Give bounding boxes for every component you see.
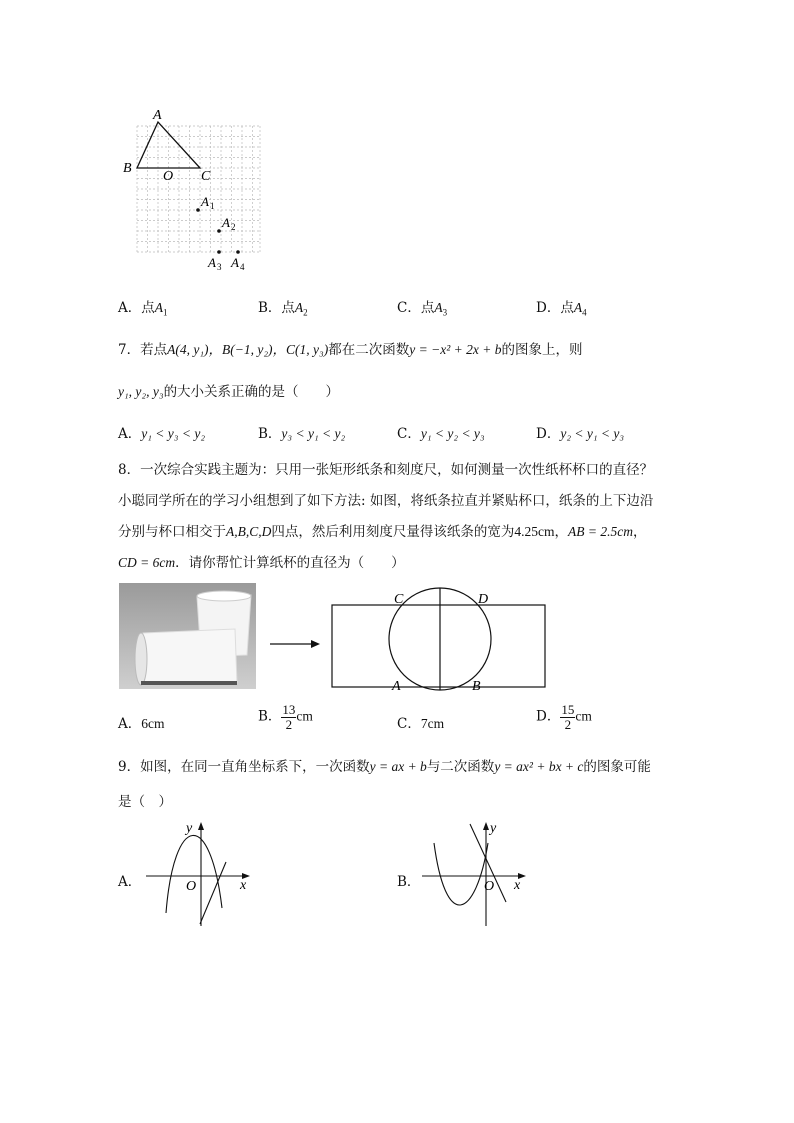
label-a2: A (222, 215, 230, 230)
label-a4: A (231, 255, 239, 270)
svg-text:x: x (514, 878, 521, 893)
label-a2-sub: 2 (231, 222, 236, 232)
svg-text:O: O (484, 879, 495, 894)
q6-option-d[interactable]: D．点$A_4$ (536, 300, 587, 318)
label-b: B (123, 161, 132, 176)
parabola (434, 843, 488, 905)
q8-stem-line4: CD = 6cm．请你帮忙计算纸杯的直径为（ ） (118, 555, 405, 571)
q6-option-c[interactable]: C．点$A_3$ (397, 300, 448, 318)
q9-stem-line2: 是（ ） (118, 794, 172, 810)
parabola (166, 835, 222, 913)
svg-text:O: O (186, 879, 197, 894)
q7-stem-line2: y₁, y₂, y₃的大小关系正确的是（ ） (118, 384, 340, 400)
q8-option-c[interactable]: C．7cm (397, 716, 445, 732)
label-d: D (478, 592, 489, 607)
point-a4 (236, 250, 240, 254)
q7-option-d[interactable]: D．y₂ < y₁ < y₃ (536, 426, 625, 442)
q7-points: A(4, y₁)，B(−1, y₂)，C(1, y₃) (167, 342, 329, 357)
q7-stem-line1: 7．若点A(4, y₁)，B(−1, y₂)，C(1, y₃)都在二次函数y = −x² + 2x + b的图象上，则 (118, 342, 583, 358)
q9-graph-b[interactable] (418, 818, 533, 930)
q9-option-a-label[interactable]: A． (118, 874, 142, 890)
label-a4-sub: 4 (240, 262, 245, 272)
q7-function: y = −x² + 2x + b (409, 342, 502, 357)
label-a3-sub: 3 (217, 262, 222, 272)
svg-text:x: x (240, 878, 247, 893)
point-a3 (217, 250, 221, 254)
q8-option-b[interactable]: B． $\frac{13}{2}$ cm (258, 702, 313, 732)
q9-stem-line1: 9．如图，在同一直角坐标系下，一次函数y = ax + b与二次函数y = ax² + bx + c的图象可能 (118, 759, 651, 775)
q9-option-b-label[interactable]: B． (397, 874, 421, 890)
q6-grid-figure (118, 104, 268, 274)
line (200, 862, 226, 924)
svg-text:y: y (186, 821, 193, 836)
grid-lines (137, 126, 260, 252)
label-a3: A (208, 255, 216, 270)
point-a2 (217, 229, 221, 233)
svg-text:y: y (490, 821, 497, 836)
label-a: A (392, 679, 401, 693)
paper-strip (332, 605, 545, 687)
q8-stem-line2: 小聪同学所在的学习小组想到了如下方法: 如图，将纸条拉直并紧贴杯口，纸条的上下边沿 (118, 493, 654, 509)
q6-option-b[interactable]: B．点$A_2$ (258, 300, 308, 318)
q8-strip-diagram (328, 587, 550, 693)
q8-stem-line1: 8．一次综合实践主题为：只用一张矩形纸条和刻度尺，如何测量一次性纸杯杯口的直径？ (118, 462, 654, 478)
q7-option-b[interactable]: B．y₃ < y₁ < y₂ (258, 426, 346, 442)
point-a1 (196, 208, 200, 212)
q8-option-d[interactable]: D． $\frac{15}{2}$ cm (536, 702, 592, 732)
label-a1: A (201, 194, 209, 209)
label-c: C (394, 592, 404, 607)
q9-graph-a[interactable] (140, 818, 255, 930)
q8-option-a[interactable]: A．6cm (118, 716, 165, 732)
q6-option-a[interactable]: A．点$A_1$ (118, 300, 168, 318)
triangle-abc (137, 122, 200, 168)
q8-arrow (268, 637, 324, 651)
label-o: O (163, 169, 174, 184)
q8-stem-line3: 分别与杯口相交于A,B,C,D四点，然后利用刻度尺量得该纸条的宽为4.25cm，AB = 2.5cm， (118, 524, 647, 540)
q7-option-a[interactable]: A．y₁ < y₃ < y₂ (118, 426, 206, 442)
label-b: B (472, 679, 481, 693)
q7-option-c[interactable]: C．y₁ < y₂ < y₃ (397, 426, 485, 442)
q8-cup-photo (119, 583, 256, 689)
label-a1-sub: 1 (210, 201, 215, 211)
label-a: A (153, 108, 162, 123)
label-c: C (201, 169, 211, 184)
